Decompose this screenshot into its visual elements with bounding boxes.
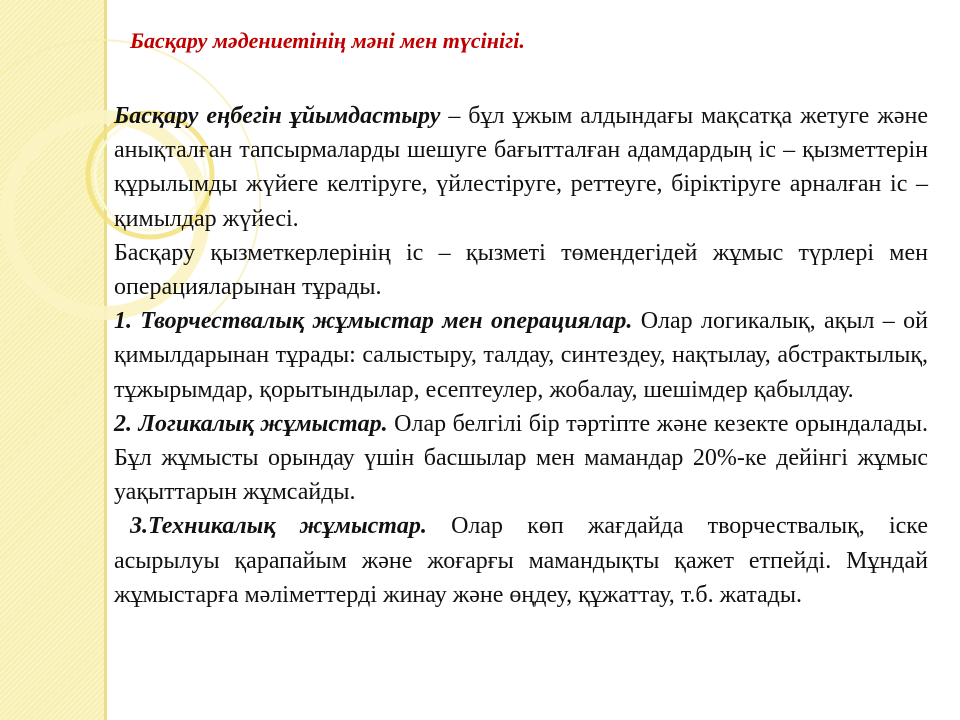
paragraph-technical-work [114, 509, 928, 612]
paragraph-lead: 3.Техникалық жұмыстар. [130, 513, 427, 540]
paragraph-text: Басқару қызметкерлерінің іс – қызметі төмендегідей жұмыс түрлері мен операцияларынан тұрады. [114, 239, 928, 301]
paragraph-text: Олар логикалық, ақыл – ой қимылдарынан тұрады: салыстыру, талдау, синтездеу, нақтылау, абстрактылық, тұжырымдар, қорытындылар, есептеулер, жобалау, шешімдер қабылдау. [114, 308, 928, 403]
paragraph-creative-work [114, 304, 928, 407]
paragraph-lead: Басқару еңбегін ұйымдастыру [114, 103, 441, 129]
paragraph-text: – бұл ұжым алдындағы мақсатқа жетуге және анықталған тапсырмаларды шешуге бағытталған адамдардың іс – қызметтерін құрылымды жүйеге келтіруге, үйлестіруге, реттеуге, біріктіруге арналған іс – қимылдар жүйесі. [114, 103, 928, 232]
slide-title: Басқару мәдениетінің мәні мен түсінігі. [130, 28, 525, 53]
paragraph-lead: 2. Логикалық жұмыстар. [114, 410, 388, 437]
paragraph-definition [114, 99, 928, 236]
paragraph-lead: 1. Творчествалық жұмыстар мен операциялар. [114, 308, 633, 335]
paragraph-text: Олар белгілі бір тәртіпте және кезекте орындалады. Бұл жұмысты орындау үшін басшылар мен мамандар 20%-ке дейінгі жұмыс уақыттарын жұмсайды. [114, 410, 928, 506]
paragraph-text: Олар көп жағдайда творчествалық, іске асырылуы қарапайым және жоғарғы мамандықты қажет етпейді. Мұндай жұмыстарға мәліметтерді жинау және өңдеу, құжаттау, т.б. жатады. [114, 513, 928, 608]
paragraph-logical-work [114, 407, 928, 510]
paragraph-work-types [114, 236, 928, 304]
slide-body [114, 99, 928, 612]
